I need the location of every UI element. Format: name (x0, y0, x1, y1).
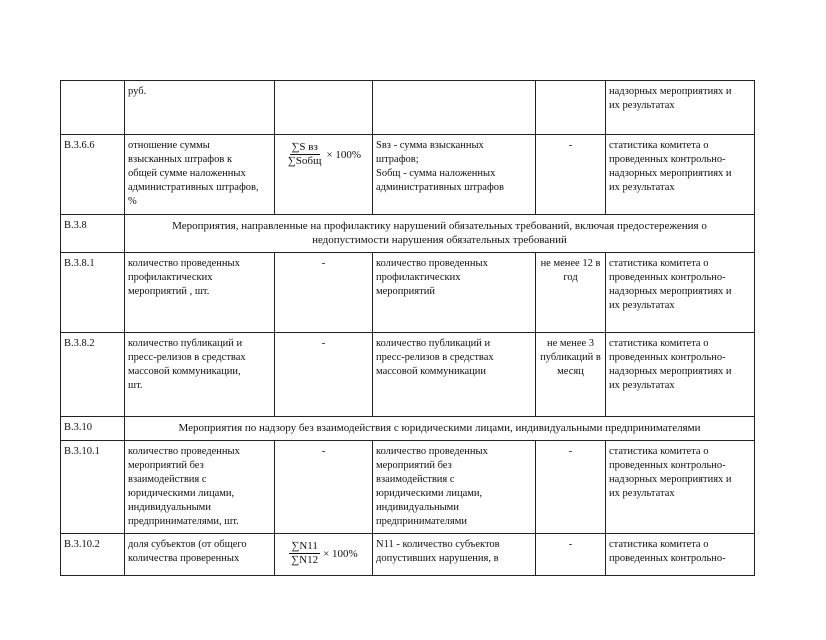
target-cell (536, 81, 606, 135)
table-row (61, 253, 755, 333)
formula-denominator: ∑N12 (291, 554, 319, 566)
formula-multiplier: × 100% (323, 547, 358, 560)
section-code-cell: В.3.10 (61, 417, 125, 441)
table-row (61, 441, 755, 534)
formula-cell (275, 81, 373, 135)
section-row (61, 417, 755, 441)
formula-cell (275, 534, 373, 576)
formula-cell: - (275, 253, 373, 333)
formula-denominator: ∑Sобщ (287, 155, 322, 167)
table-row (61, 534, 755, 576)
description-cell: Sвз - сумма взысканных штрафов; Sобщ - сумма наложенных административных штрафов (373, 135, 536, 215)
section-title-cell: Мероприятия по надзору без взаимодействия с юридическими лицами, индивидуальными предпринимателями (125, 417, 755, 441)
code-cell: В.3.8.2 (61, 333, 125, 417)
code-cell: В.3.8.1 (61, 253, 125, 333)
indicator-cell: количество проведенных профилактических мероприятий , шт. (125, 253, 275, 333)
source-cell: статистика комитета о проведенных контрольно- (606, 534, 755, 576)
formula-cell: - (275, 441, 373, 534)
indicator-cell: доля субъектов (от общего количества проверенных (125, 534, 275, 576)
section-row (61, 215, 755, 253)
indicators-table (60, 80, 755, 576)
target-cell: не менее 3 публикаций в месяц (536, 333, 606, 417)
code-cell (61, 81, 125, 135)
formula-cell: - (275, 333, 373, 417)
table-row (61, 81, 755, 135)
indicator-cell: количество публикаций и пресс-релизов в средствах массовой коммуникации, шт. (125, 333, 275, 417)
description-cell (373, 81, 536, 135)
target-cell: - (536, 135, 606, 215)
indicator-cell: руб. (125, 81, 275, 135)
formula-multiplier: × 100% (326, 148, 362, 161)
target-cell: - (536, 441, 606, 534)
code-cell: В.3.6.6 (61, 135, 125, 215)
target-cell: - (536, 534, 606, 576)
source-cell: статистика комитета о проведенных контрольно- надзорных мероприятиях и их результатах (606, 253, 755, 333)
description-cell: количество проведенных мероприятий без взаимодействия с юридическими лицами, индивидуальными предпринимателями (373, 441, 536, 534)
table-row (61, 333, 755, 417)
indicator-cell: отношение суммы взысканных штрафов к общей сумме наложенных административных штрафов, % (125, 135, 275, 215)
indicator-cell: количество проведенных мероприятий без взаимодействия с юридическими лицами, индивидуальными предпринимателями, шт. (125, 441, 275, 534)
code-cell: В.3.10.1 (61, 441, 125, 534)
target-cell: не менее 12 в год (536, 253, 606, 333)
table-row (61, 135, 755, 215)
source-cell: статистика комитета о проведенных контрольно- надзорных мероприятиях и их результатах (606, 441, 755, 534)
formula (278, 540, 369, 567)
source-cell: статистика комитета о проведенных контрольно- надзорных мероприятиях и их результатах (606, 135, 755, 215)
source-cell: статистика комитета о проведенных контрольно- надзорных мероприятиях и их результатах (606, 333, 755, 417)
section-title-cell: Мероприятия, направленные на профилактику нарушений обязательных требований, включая предостережения о недопустимости нарушения обязательных требований (125, 215, 755, 253)
description-cell: количество проведенных профилактических мероприятий (373, 253, 536, 333)
formula-numerator: ∑S вз (291, 141, 318, 153)
source-cell: надзорных мероприятиях и их результатах (606, 81, 755, 135)
description-cell: количество публикаций и пресс-релизов в средствах массовой коммуникации (373, 333, 536, 417)
code-cell: В.3.10.2 (61, 534, 125, 576)
section-code-cell: В.3.8 (61, 215, 125, 253)
formula (278, 141, 369, 168)
formula-cell (275, 135, 373, 215)
description-cell: N11 - количество субъектов допустивших нарушения, в (373, 534, 536, 576)
formula-numerator: ∑N11 (291, 540, 318, 552)
